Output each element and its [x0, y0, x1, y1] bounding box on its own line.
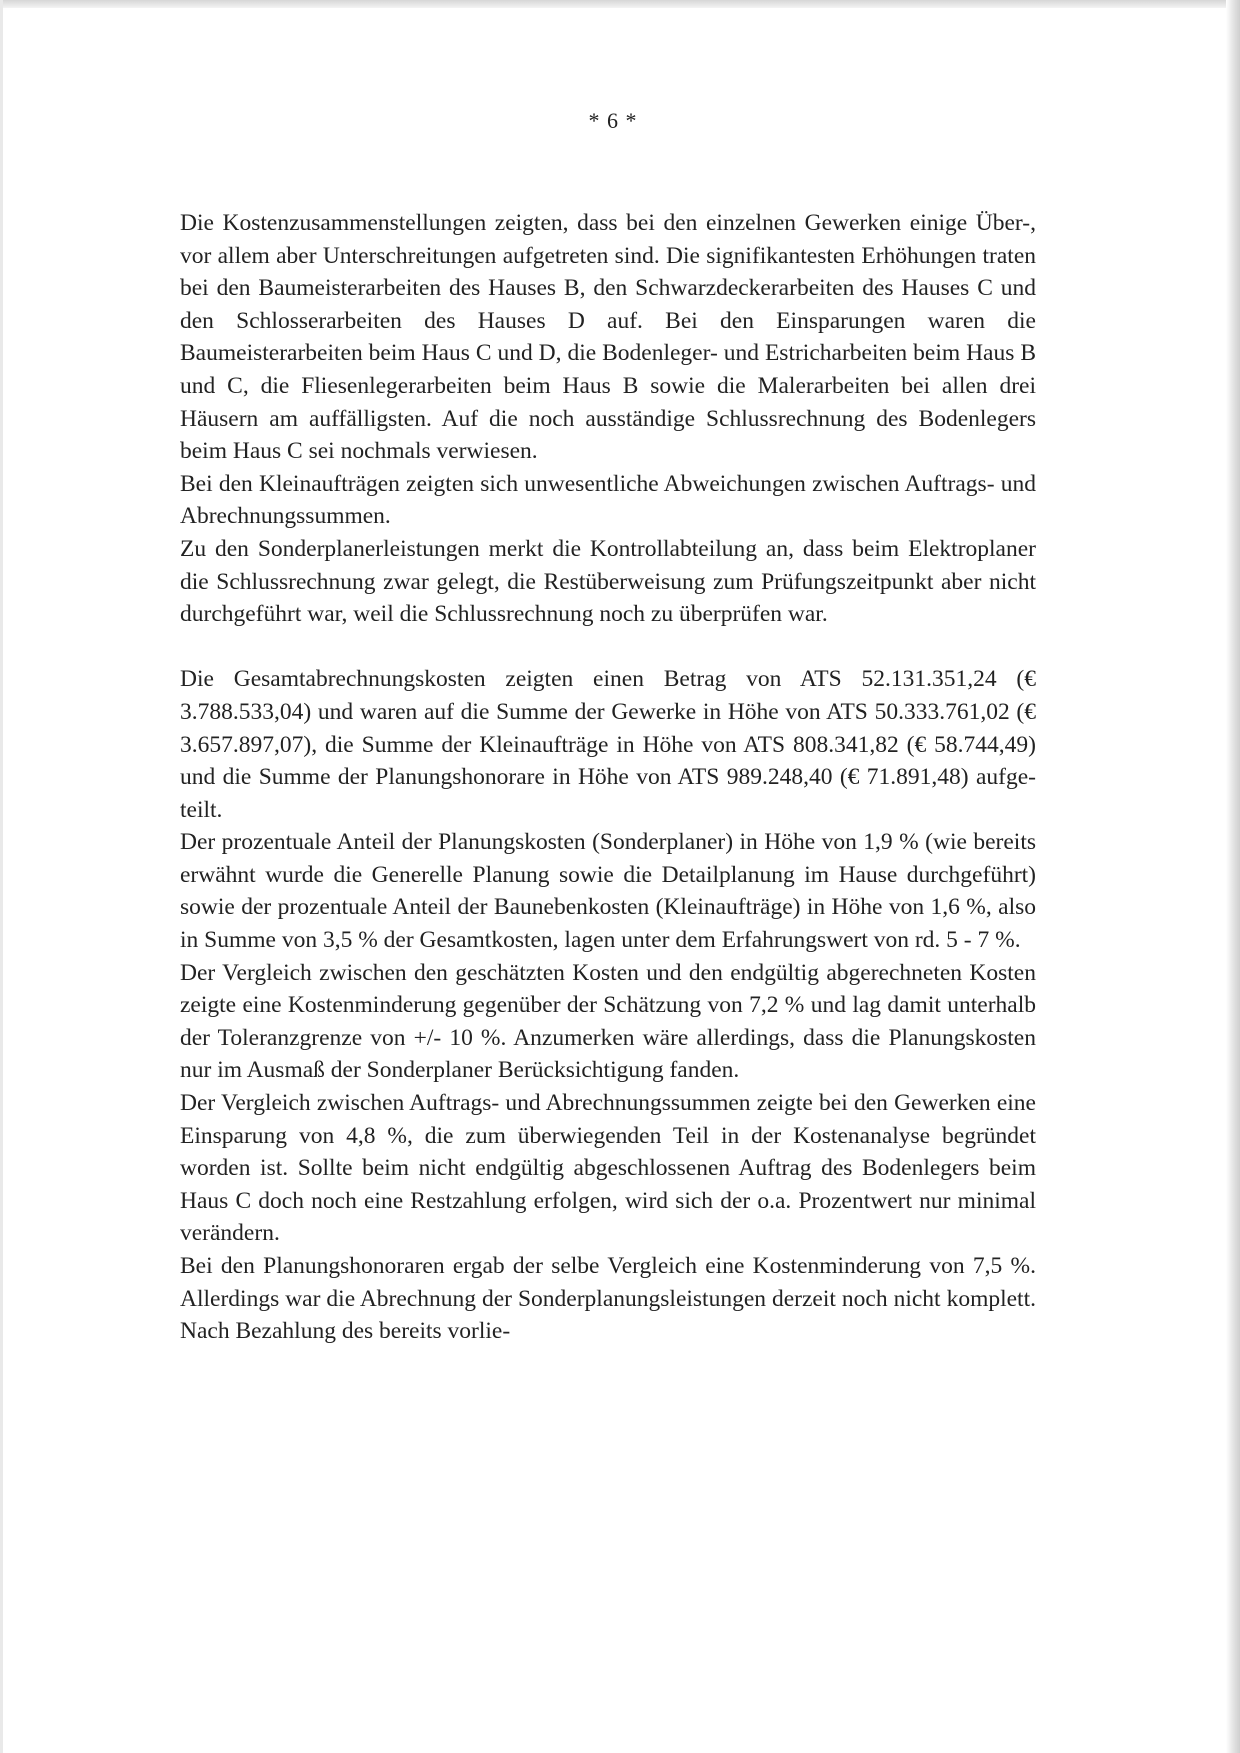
- paragraph-cost-summary: Die Kostenzusammenstellungen zeigten, dass bei den einzelnen Gewerken einige Über-, vor allem aber Unterschreitungen aufgetreten sind. Die signifikantesten Erhöhungen traten bei den Baumeisterarbeiten des Hauses B, den Schwarzdeckerarbeiten des Hauses C und den Schlosserarbeiten des Hauses D auf. Bei den Einsparungen waren die Baumeisterarbeiten beim Haus C und D, die Bodenleger- und Estricharbeiten beim Haus B und C, die Fliesenlegerarbeiten beim Haus B sowie die Malerarbeiten bei allen drei Häusern am auffälligsten. Auf die noch ausständige Schlussrechnung des Bodenlegers beim Haus C sei nochmals verwiesen.: [180, 210, 1036, 465]
- paragraph-planning-fees: Bei den Planungshonoraren ergab der selbe Vergleich eine Kostenminderung von 7,5 %. Allerdings war die Abrechnung der Sonderplanungsleistungen derzeit noch nicht komplett. Nach Bezahlung des bereits vorlie-: [180, 1253, 1036, 1345]
- paragraph-estimate-comparison: Der Vergleich zwischen den geschätzten Kosten und den endgültig abgerechneten Kosten zeigte eine Kostenminderung gegenüber der Schätzung von 7,2 % und lag damit unterhalb der Toleranzgrenze von +/- 10 %. Anzumerken wäre allerdings, dass die Planungskosten nur im Ausmaß der Sonderplaner Berücksichtigung fanden.: [180, 959, 1036, 1084]
- scan-top-edge: [0, 0, 1240, 8]
- paragraph-special-planners: Zu den Sonderplanerleistungen merkt die Kontrollabteilung an, dass beim Elektroplaner die Schlussrechnung zwar gelegt, die Restüberweisung zum Prüfungszeitpunkt aber nicht durchgeführt war, weil die Schlussrechnung noch zu überprüfen war.: [180, 535, 1036, 628]
- paragraph-planning-share: Der prozentuale Anteil der Planungskosten (Sonderplaner) in Höhe von 1,9 % (wie bereits erwähnt wurde die Generelle Planung sowie die Detailplanung im Hause durchgeführt) sowie der prozentuale Anteil der Baunebenkosten (Kleinaufträge) in Höhe von 1,6 %, also in Summe von 3,5 % der Gesamtkosten, lagen unter dem Erfahrungswert von rd. 5 - 7 %.: [180, 829, 1036, 954]
- paragraph-total-costs: Die Gesamtabrechnungskosten zeigten einen Betrag von ATS 52.131.351,24 (€ 3.788.533,04) und waren auf die Summe der Gewerke in Höhe von ATS 50.333.761,02 (€ 3.657.897,07), die Summe der Kleinaufträge in Höhe von ATS 808.341,82 (€ 58.744,49) und die Summe der Planungshonorare in Höhe von ATS 989.248,40 (€ 71.891,48) aufgeteilt.: [180, 666, 1036, 823]
- paragraph-order-comparison: Der Vergleich zwischen Auftrags- und Abrechnungssummen zeigte bei den Gewerken eine Einsparung von 4,8 %, die zum überwiegenden Teil in der Kostenanalyse begründet worden ist. Sollte beim nicht endgültig abgeschlossenen Auftrag des Bodenlegers beim Haus C doch noch eine Restzahlung erfolgen, wird sich der o.a. Prozentwert nur minimal verändern.: [180, 1090, 1036, 1247]
- paragraph-small-orders: Bei den Kleinaufträgen zeigten sich unwesentliche Abweichungen zwischen Auftrags- und Abrechnungssummen.: [180, 470, 1036, 530]
- scan-left-edge: [0, 0, 3, 1753]
- document-body: [180, 207, 1036, 1348]
- scan-right-edge: [1226, 0, 1240, 1753]
- page-number: * 6 *: [588, 108, 638, 133]
